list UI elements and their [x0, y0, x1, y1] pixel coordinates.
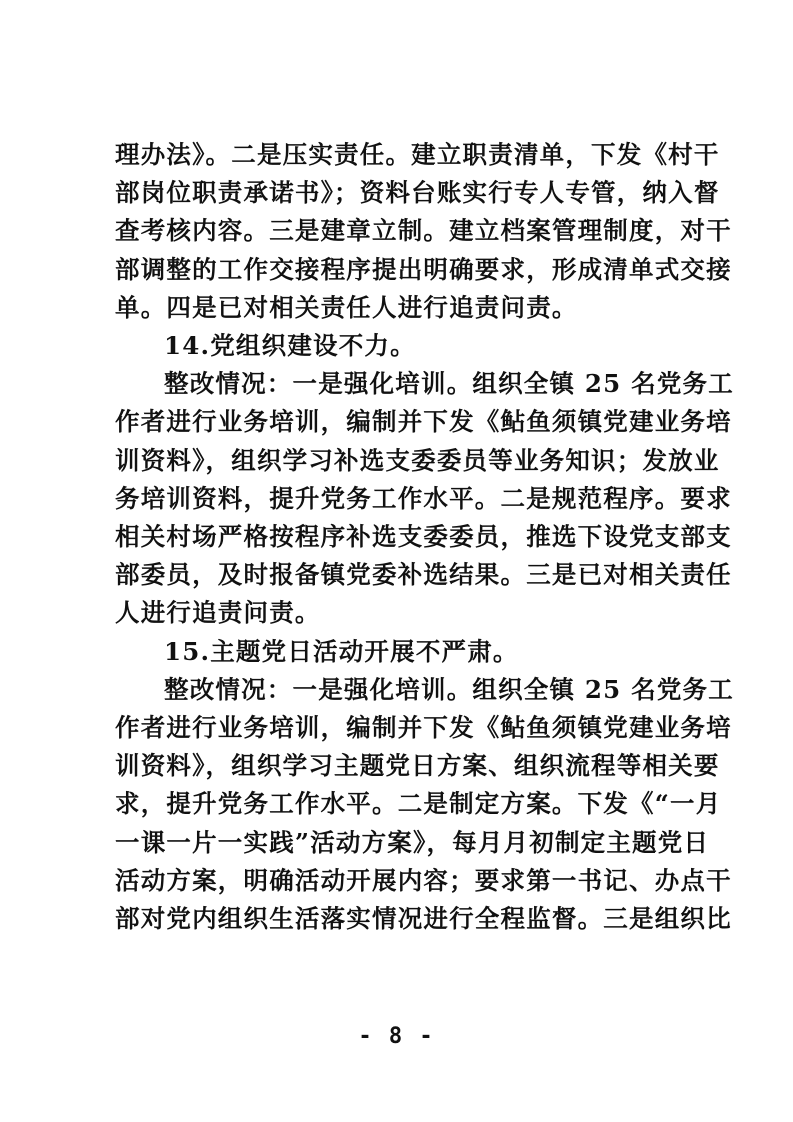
text-line: 整改情况：一是强化培训。组织全镇 25 名党务工	[164, 674, 734, 704]
section-heading-15	[115, 633, 683, 671]
text-line: 人进行追责问责。	[115, 598, 321, 628]
text-line: 部对党内组织生活落实情况进行全程监督。三是组织比	[115, 904, 732, 934]
text-line: 相关村场严格按程序补选支委委员，推选下设党支部支	[115, 522, 732, 552]
heading-text: 14.党组织建设不力。	[164, 331, 416, 361]
text-line: 作者进行业务培训，编制并下发《鲇鱼须镇党建业务培	[115, 407, 732, 437]
text-line: 查考核内容。三是建章立制。建立档案管理制度，对干	[115, 216, 732, 246]
heading-text: 15.主题党日活动开展不严肃。	[164, 636, 519, 666]
paragraph-accountability	[115, 136, 732, 327]
page-number: - 8 -	[358, 1024, 435, 1049]
text-line: 理办法》。二是压实责任。建立职责清单，下发《村干	[115, 140, 720, 169]
text-line: 求，提升党务工作水平。二是制定方案。下发《“一月	[115, 789, 722, 819]
text-line: 部岗位职责承诺书》；资料台账实行专人专管，纳入督	[115, 178, 720, 208]
section-heading-14	[115, 327, 683, 365]
text-line: 训资料》，组织学习主题党日方案、组织流程等相关要	[115, 751, 720, 781]
text-line: 活动方案，明确活动开展内容；要求第一书记、办点干	[115, 865, 732, 895]
text-line: 单。四是已对相关责任人进行追责问责。	[115, 292, 578, 322]
paragraph-rectification-14	[115, 365, 734, 632]
text-line: 部委员，及时报备镇党委补选结果。三是已对相关责任	[115, 560, 732, 590]
text-line: 务培训资料，提升党务工作水平。二是规范程序。要求	[115, 483, 732, 513]
text-line: 一课一片一实践”活动方案》，每月月初制定主题党日	[115, 827, 710, 857]
paragraph-rectification-15	[115, 671, 734, 938]
text-line: 部调整的工作交接程序提出明确要求，形成清单式交接	[115, 254, 732, 284]
text-line: 整改情况：一是强化培训。组织全镇 25 名党务工	[164, 369, 734, 399]
text-line: 作者进行业务培训，编制并下发《鲇鱼须镇党建业务培	[115, 713, 732, 743]
text-line: 训资料》，组织学习补选支委委员等业务知识；发放业	[115, 445, 720, 475]
document-body	[115, 136, 734, 938]
